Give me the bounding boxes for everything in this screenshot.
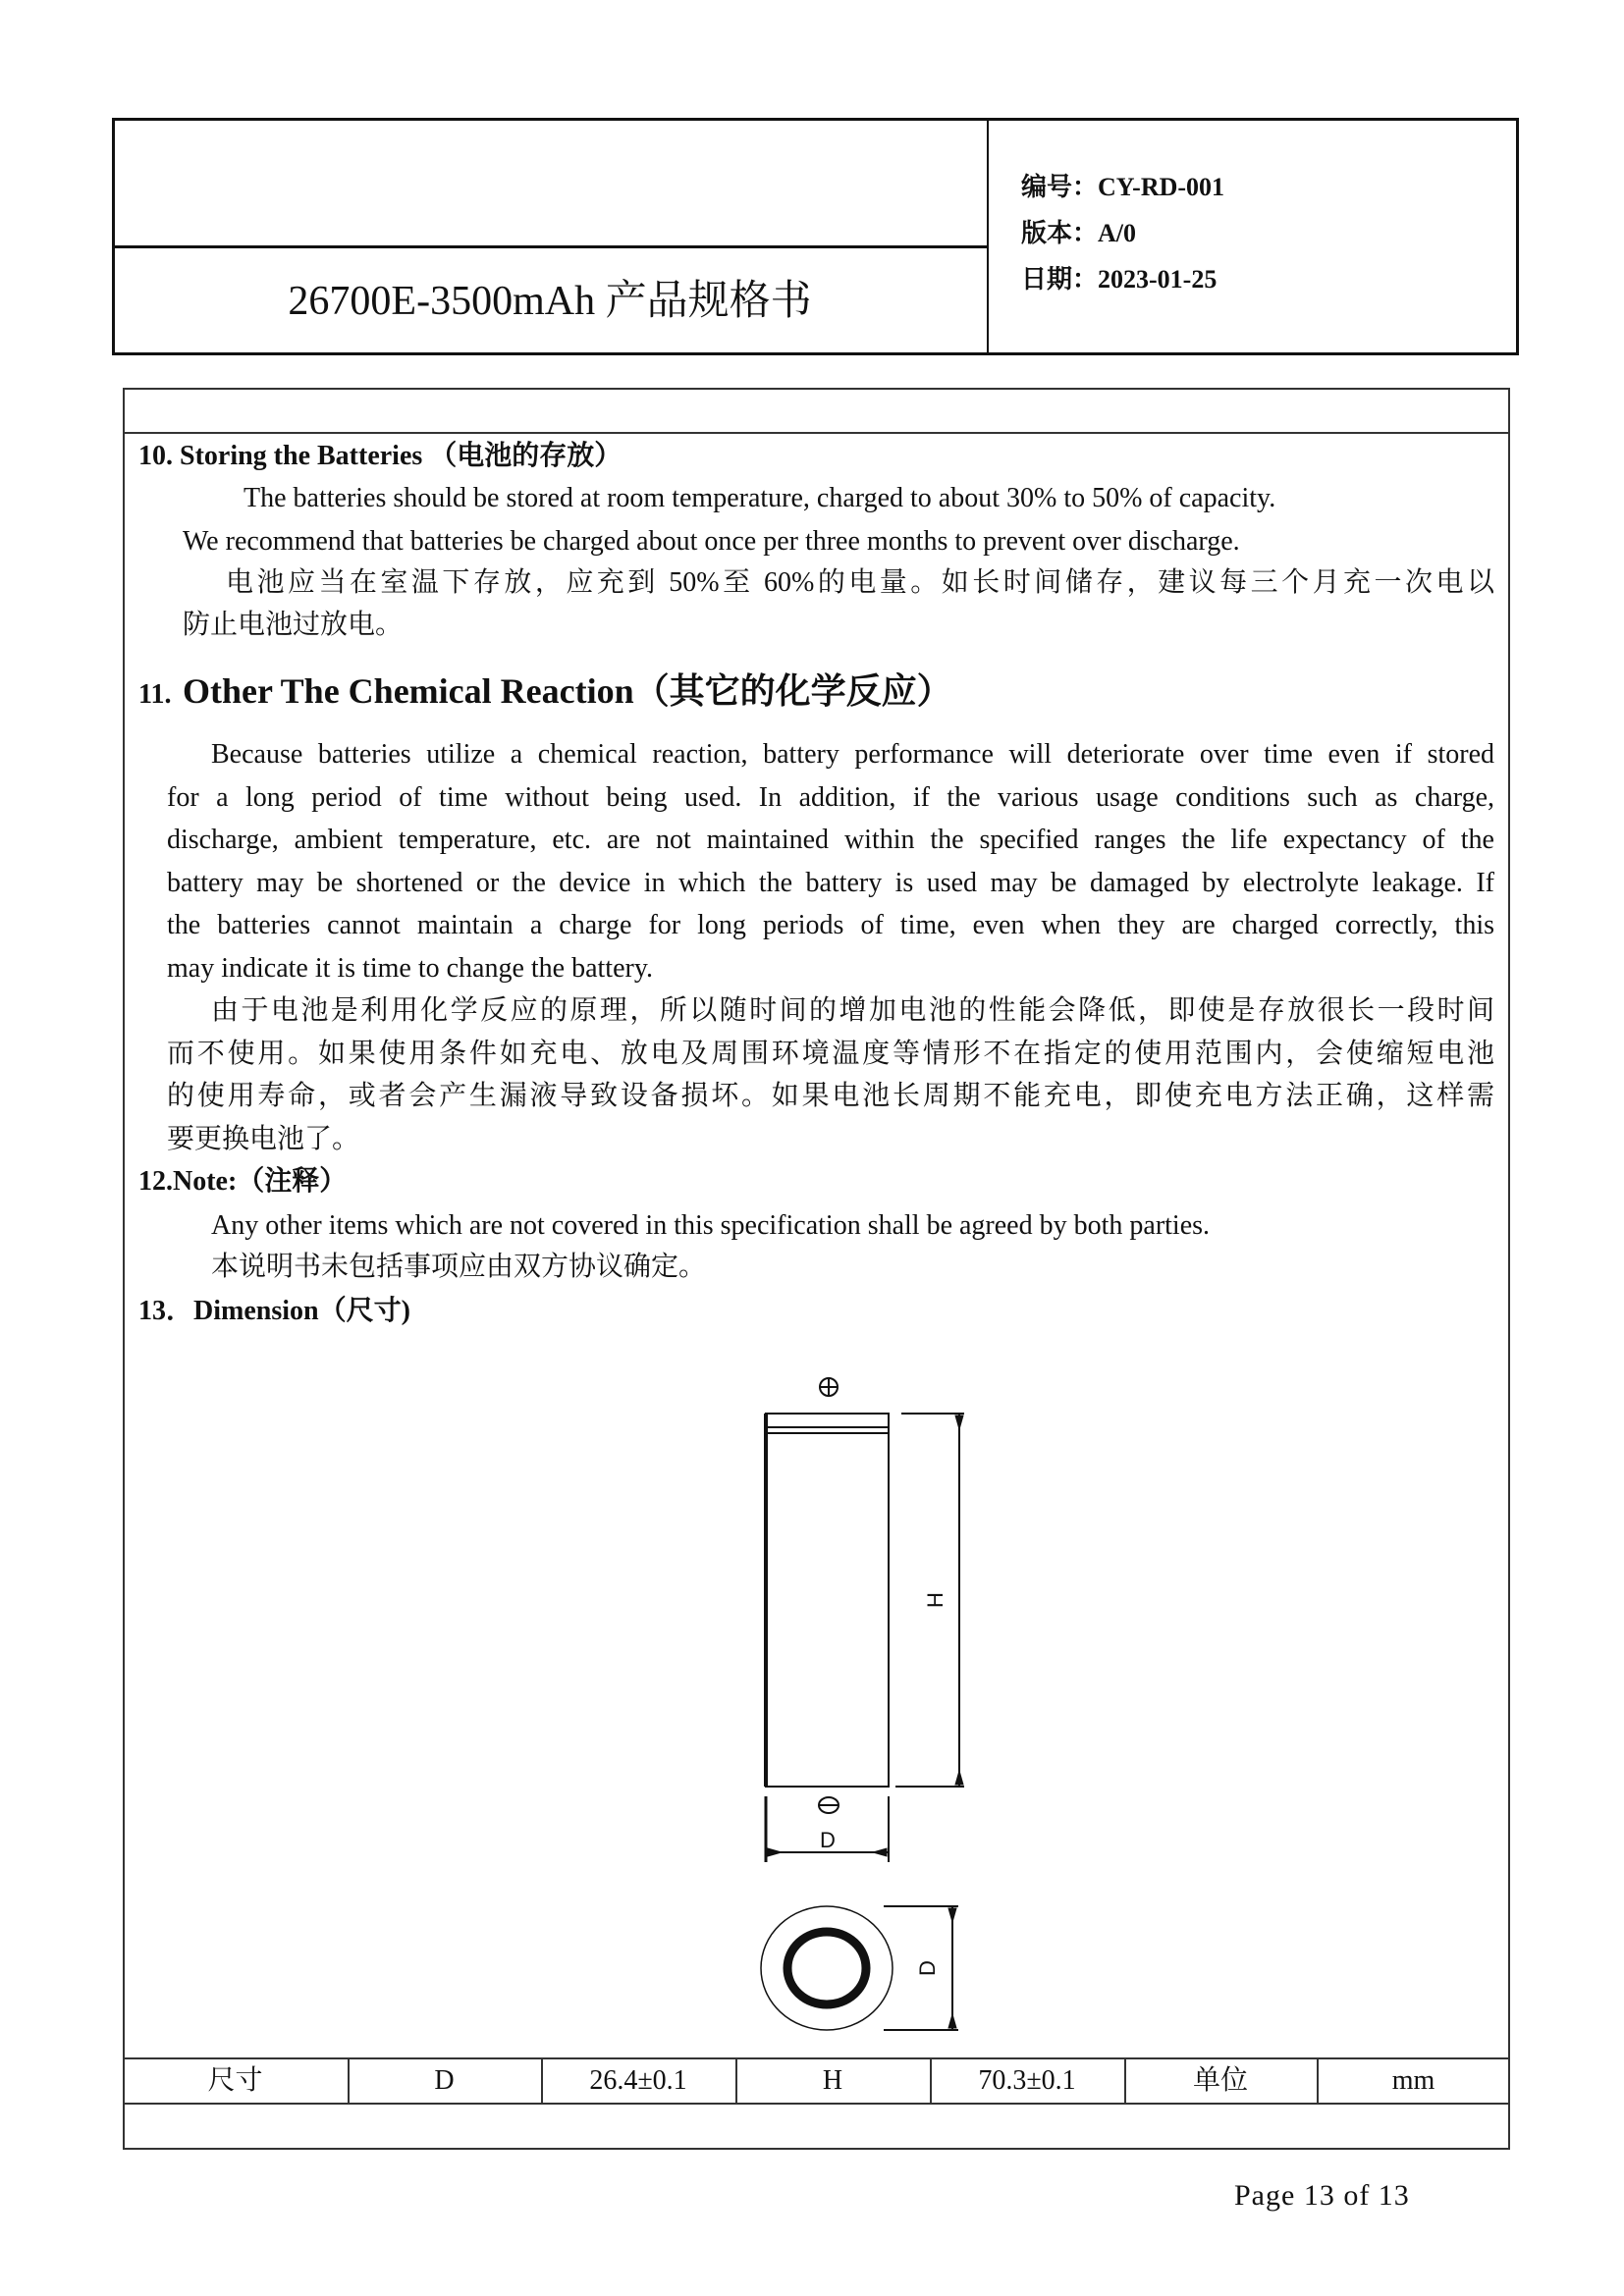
header-divider bbox=[112, 245, 988, 248]
label-d: D bbox=[820, 1828, 836, 1852]
section-11-heading: Other The Chemical Reaction（其它的化学反应） bbox=[183, 671, 952, 711]
paragraph-line: 而不使用。如果使用条件如充电、放电及周围环境温度等情形不在指定的使用范围内，会使缩短电池 bbox=[167, 1039, 1494, 1069]
table-cell: D bbox=[434, 2065, 455, 2096]
paragraph-line: may indicate it is time to change the battery. bbox=[167, 953, 654, 984]
table-cell: 26.4±0.1 bbox=[589, 2065, 687, 2096]
section-11-number: 11. bbox=[138, 679, 172, 710]
divider bbox=[123, 432, 1510, 434]
paragraph-line: battery may be shortened or the device in which the battery is used may be damaged by electrolyte leakage. If bbox=[167, 868, 1494, 898]
paragraph-line: 由于电池是利用化学反应的原理，所以随时间的增加电池的性能会降低，即使是存放很长一段时间 bbox=[211, 995, 1494, 1026]
plus-icon bbox=[820, 1378, 838, 1396]
document-title: 26700E-3500mAh 产品规格书 bbox=[288, 279, 812, 324]
paragraph-line: the batteries cannot maintain a charge for long periods of time, even when they are charged correctly, this bbox=[167, 910, 1494, 940]
paragraph-line: 本说明书未包括事项应由双方协议确定。 bbox=[211, 1252, 707, 1282]
table-cell: 单位 bbox=[1192, 2065, 1248, 2096]
paragraph-line: 要更换电池了。 bbox=[167, 1124, 360, 1154]
battery-dimension-diagram bbox=[727, 1355, 1021, 2052]
page-number: Page 13 of 13 bbox=[1234, 2179, 1410, 2212]
paragraph-line: 的使用寿命，或者会产生漏液导致设备损坏。如果电池长周期不能充电，即使充电方法正确，这样需 bbox=[167, 1081, 1494, 1111]
paragraph-line: for a long period of time without being used. In addition, if the various usage conditions such as charge, bbox=[167, 782, 1494, 813]
label-h: H bbox=[923, 1592, 947, 1608]
table-cell: 70.3±0.1 bbox=[978, 2065, 1076, 2096]
table-cell: 尺寸 bbox=[207, 2065, 263, 2096]
paragraph-line: discharge, ambient temperature, etc. are not maintained within the specified ranges the life expectancy of the bbox=[167, 825, 1494, 855]
section-10-heading: 10. Storing the Batteries （电池的存放） bbox=[138, 441, 623, 471]
paragraph-line: 防止电池过放电。 bbox=[183, 610, 404, 640]
battery-top-view bbox=[761, 1906, 893, 2030]
table-border bbox=[123, 2103, 1510, 2105]
paragraph-line: The batteries should be stored at room temperature, charged to about 30% to 50% of capacity. bbox=[244, 483, 1276, 513]
doc-date: 日期：2023-01-25 bbox=[1021, 265, 1218, 294]
doc-number: 编号：CY-RD-001 bbox=[1021, 173, 1225, 201]
label-d-top: D bbox=[915, 1960, 940, 1976]
paragraph-line: Any other items which are not covered in this specification shall be agreed by both parties. bbox=[211, 1210, 1211, 1241]
table-cell: H bbox=[822, 2065, 843, 2096]
doc-version: 版本：A/0 bbox=[1021, 219, 1137, 247]
battery-side-view bbox=[766, 1414, 889, 1787]
minus-icon bbox=[819, 1797, 839, 1813]
section-12-heading: 12.Note:（注释） bbox=[138, 1166, 348, 1197]
table-cell: mm bbox=[1391, 2065, 1435, 2096]
paragraph-line: 电池应当在室温下存放，应充到 50%至 60%的电量。如长时间储存，建议每三个月充一次电以 bbox=[226, 567, 1494, 598]
paragraph-line: Because batteries utilize a chemical reaction, battery performance will deteriorate over time even if stored bbox=[211, 739, 1494, 770]
section-13-heading: 13．Dimension（尺寸) bbox=[138, 1296, 410, 1326]
paragraph-line: We recommend that batteries be charged about once per three months to prevent over discharge. bbox=[183, 526, 1240, 557]
